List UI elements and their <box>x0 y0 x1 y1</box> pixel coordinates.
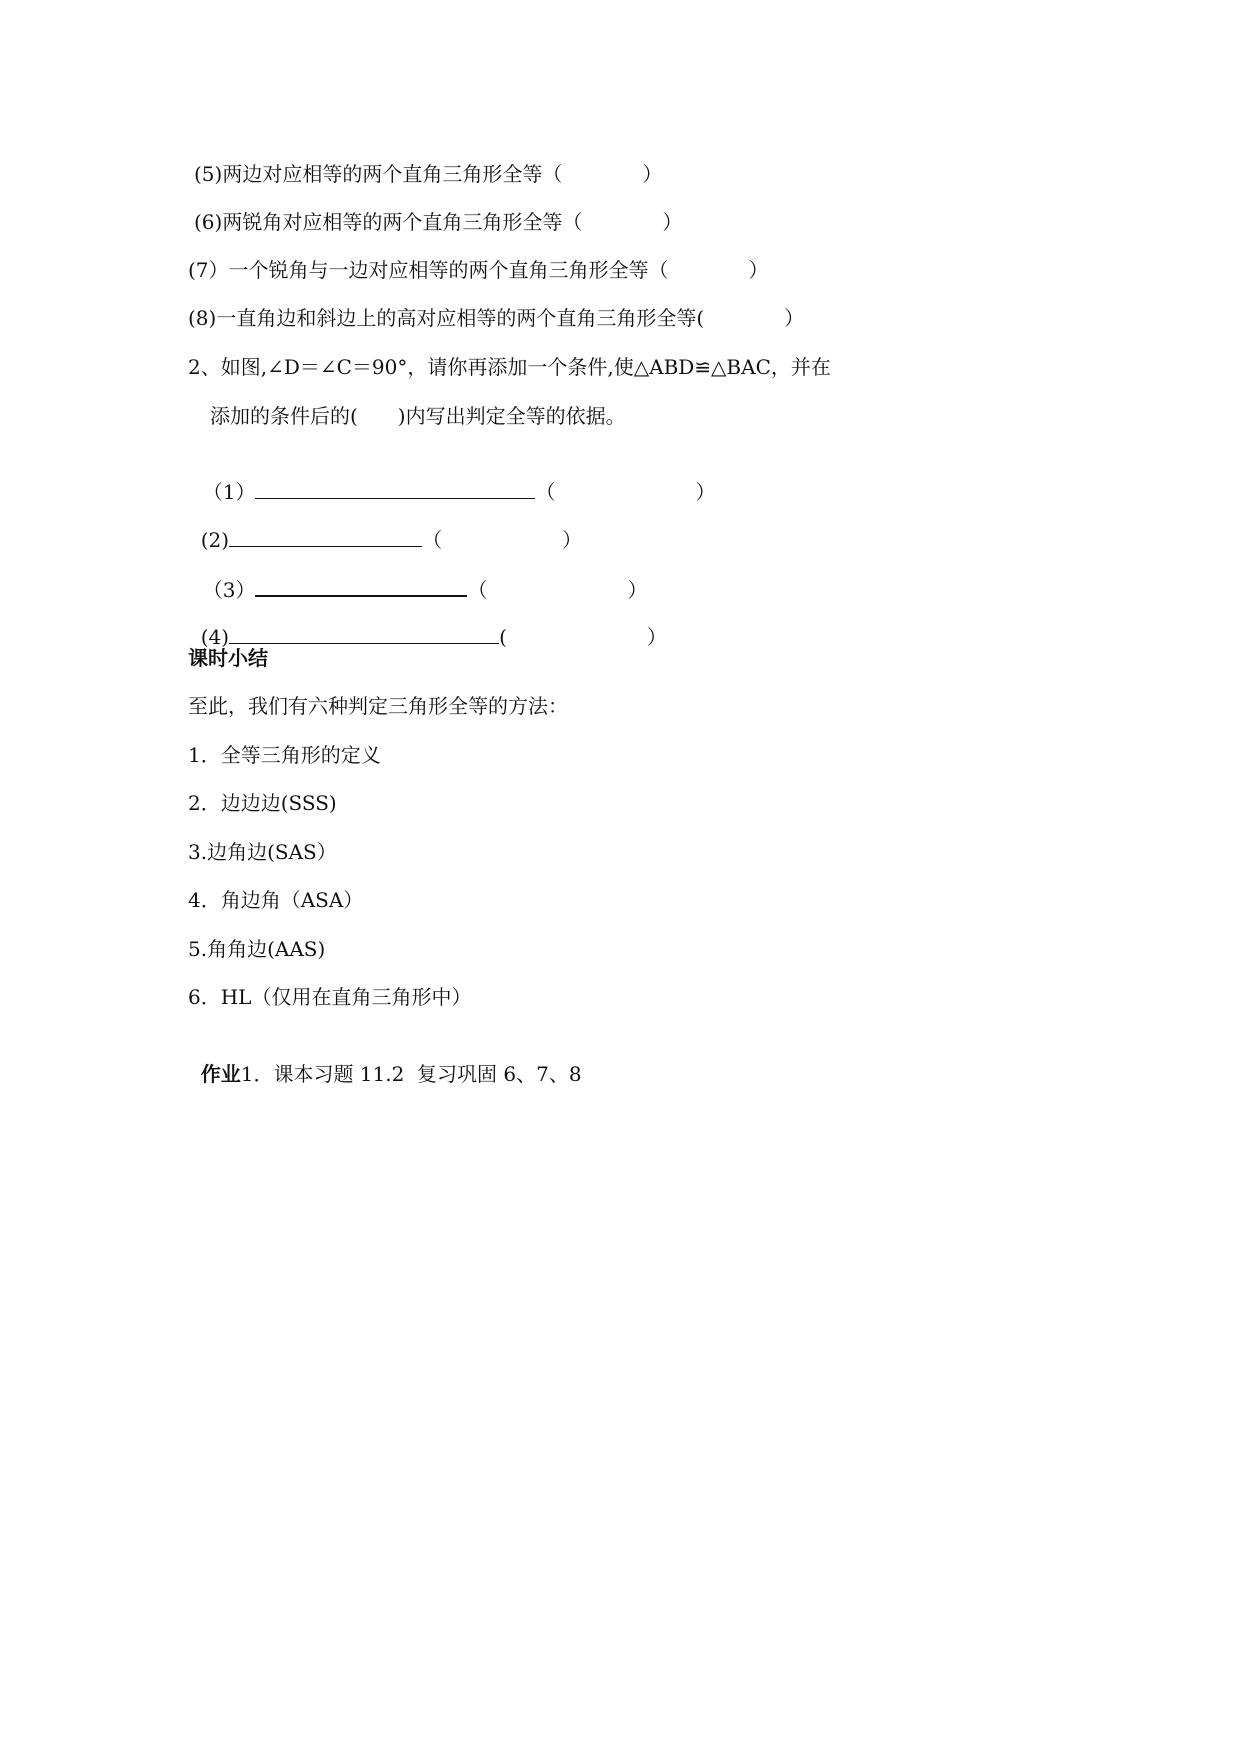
summary-heading: 课时小结 <box>188 646 268 670</box>
answer-blank-3[interactable] <box>255 575 467 597</box>
answer-label: （1） <box>202 480 256 504</box>
reason-paren: ( ） <box>499 625 667 649</box>
answer-label: （3） <box>202 578 256 602</box>
answer-row-4 <box>188 595 667 651</box>
reason-paren: （ ） <box>422 528 583 552</box>
answer-blank-2[interactable] <box>229 526 422 547</box>
reason-paren: （ ） <box>467 578 648 602</box>
reason-paren: （ ） <box>535 480 716 504</box>
question-2-line-2: 添加的条件后的( )内写出判定全等的依据。 <box>210 404 626 428</box>
method-3: 3.边角边(SAS） <box>188 840 337 864</box>
homework-text: 1．课本习题 11.2 复习巩固 6、7、8 <box>240 1062 582 1086</box>
method-6: 6．HL（仅用在直角三角形中） <box>188 985 472 1009</box>
method-2: 2．边边边(SSS) <box>188 791 337 815</box>
method-5: 5.角角边(AAS) <box>188 937 326 961</box>
summary-intro: 至此，我们有六种判定三角形全等的方法： <box>188 694 568 718</box>
homework-line <box>188 1032 582 1088</box>
item-6: (6)两锐角对应相等的两个直角三角形全等（ ） <box>194 210 683 234</box>
method-1: 1．全等三角形的定义 <box>188 743 381 767</box>
answer-blank-4[interactable] <box>229 623 499 644</box>
homework-label: 作业 <box>200 1062 241 1086</box>
method-4: 4．角边角（ASA） <box>188 888 364 912</box>
item-5: (5)两边对应相等的两个直角三角形全等（ ） <box>194 162 663 186</box>
question-2-line-1: 2、如图,∠D＝∠C＝90°，请你再添加一个条件,使△ABD≌△BAC，并在 <box>188 355 831 379</box>
item-8: (8)一直角边和斜边上的高对应相等的两个直角三角形全等( ） <box>188 306 805 330</box>
answer-label: (2) <box>200 528 230 552</box>
answer-row-2 <box>188 498 582 554</box>
item-7: (7）一个锐角与一边对应相等的两个直角三角形全等（ ） <box>188 258 769 282</box>
answer-label: (4) <box>200 625 230 649</box>
answer-blank-1[interactable] <box>255 478 535 499</box>
